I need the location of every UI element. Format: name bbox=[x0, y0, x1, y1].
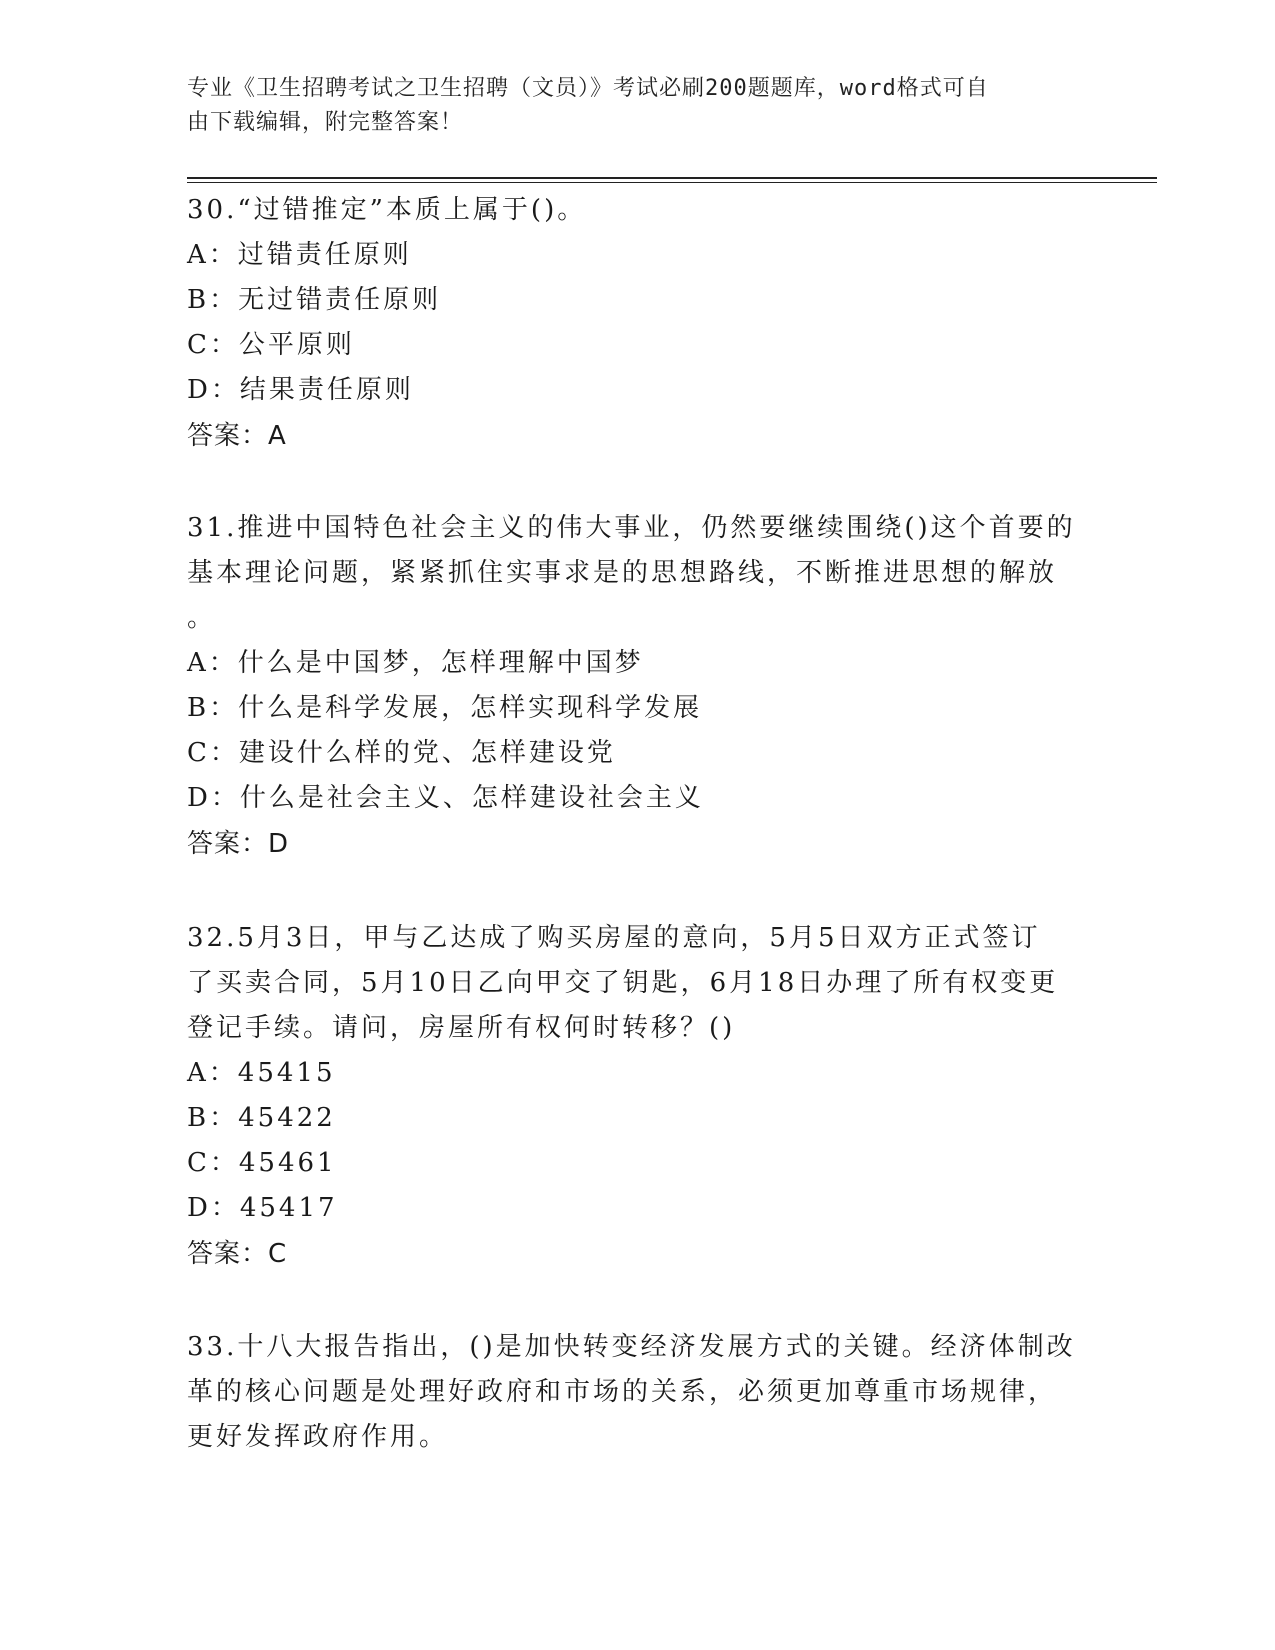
question-stem-line: 更好发挥政府作用。 bbox=[187, 1422, 449, 1452]
option-c: C：建设什么样的党、怎样建设党 bbox=[187, 738, 616, 768]
option-d: D：45417 bbox=[187, 1193, 338, 1223]
question-block bbox=[187, 1325, 1087, 1460]
option-c: C：公平原则 bbox=[187, 330, 355, 360]
question-block bbox=[187, 916, 1087, 1277]
header-divider bbox=[187, 177, 1157, 183]
question-stem-line: 30.“过错推定”本质上属于()。 bbox=[187, 195, 587, 225]
answer-line: 答案：C bbox=[187, 1239, 288, 1269]
answer-line: 答案：D bbox=[187, 829, 290, 859]
question-stem-line: 32.5月3日，甲与乙达成了购买房屋的意向，5月5日双方正式签订 bbox=[187, 923, 1041, 953]
option-d: D：结果责任原则 bbox=[187, 375, 414, 405]
question-stem-line: 。 bbox=[187, 603, 217, 633]
option-d: D：什么是社会主义、怎样建设社会主义 bbox=[187, 783, 704, 813]
option-b: B：45422 bbox=[187, 1103, 336, 1133]
option-b: B：什么是科学发展，怎样实现科学发展 bbox=[187, 693, 703, 723]
option-c: C：45461 bbox=[187, 1148, 337, 1178]
option-a: A：什么是中国梦，怎样理解中国梦 bbox=[187, 648, 644, 678]
question-stem-line: 登记手续。请问，房屋所有权何时转移？() bbox=[187, 1013, 736, 1043]
question-block bbox=[187, 506, 1087, 867]
question-stem-line: 31.推进中国特色社会主义的伟大事业，仍然要继续围绕()这个首要的 bbox=[187, 513, 1076, 543]
answer-line: 答案：A bbox=[187, 421, 287, 451]
question-stem-line: 33.十八大报告指出，()是加快转变经济发展方式的关键。经济体制改 bbox=[187, 1332, 1076, 1362]
question-stem-line: 革的核心问题是处理好政府和市场的关系，必须更加尊重市场规律， bbox=[187, 1377, 1058, 1407]
question-block bbox=[187, 188, 1087, 459]
option-a: A：45415 bbox=[187, 1058, 336, 1088]
option-b: B：无过错责任原则 bbox=[187, 285, 442, 315]
document-header bbox=[187, 72, 1067, 140]
header-title-line-2: 由下载编辑，附完整答案！ bbox=[187, 110, 464, 135]
header-title-line-1: 专业《卫生招聘考试之卫生招聘（文员）》考试必刷200题题库，word格式可自 bbox=[187, 76, 989, 101]
option-a: A：过错责任原则 bbox=[187, 240, 412, 270]
question-stem-line: 了买卖合同，5月10日乙向甲交了钥匙，6月18日办理了所有权变更 bbox=[187, 968, 1059, 998]
question-stem-line: 基本理论问题，紧紧抓住实事求是的思想路线，不断推进思想的解放 bbox=[187, 558, 1058, 588]
